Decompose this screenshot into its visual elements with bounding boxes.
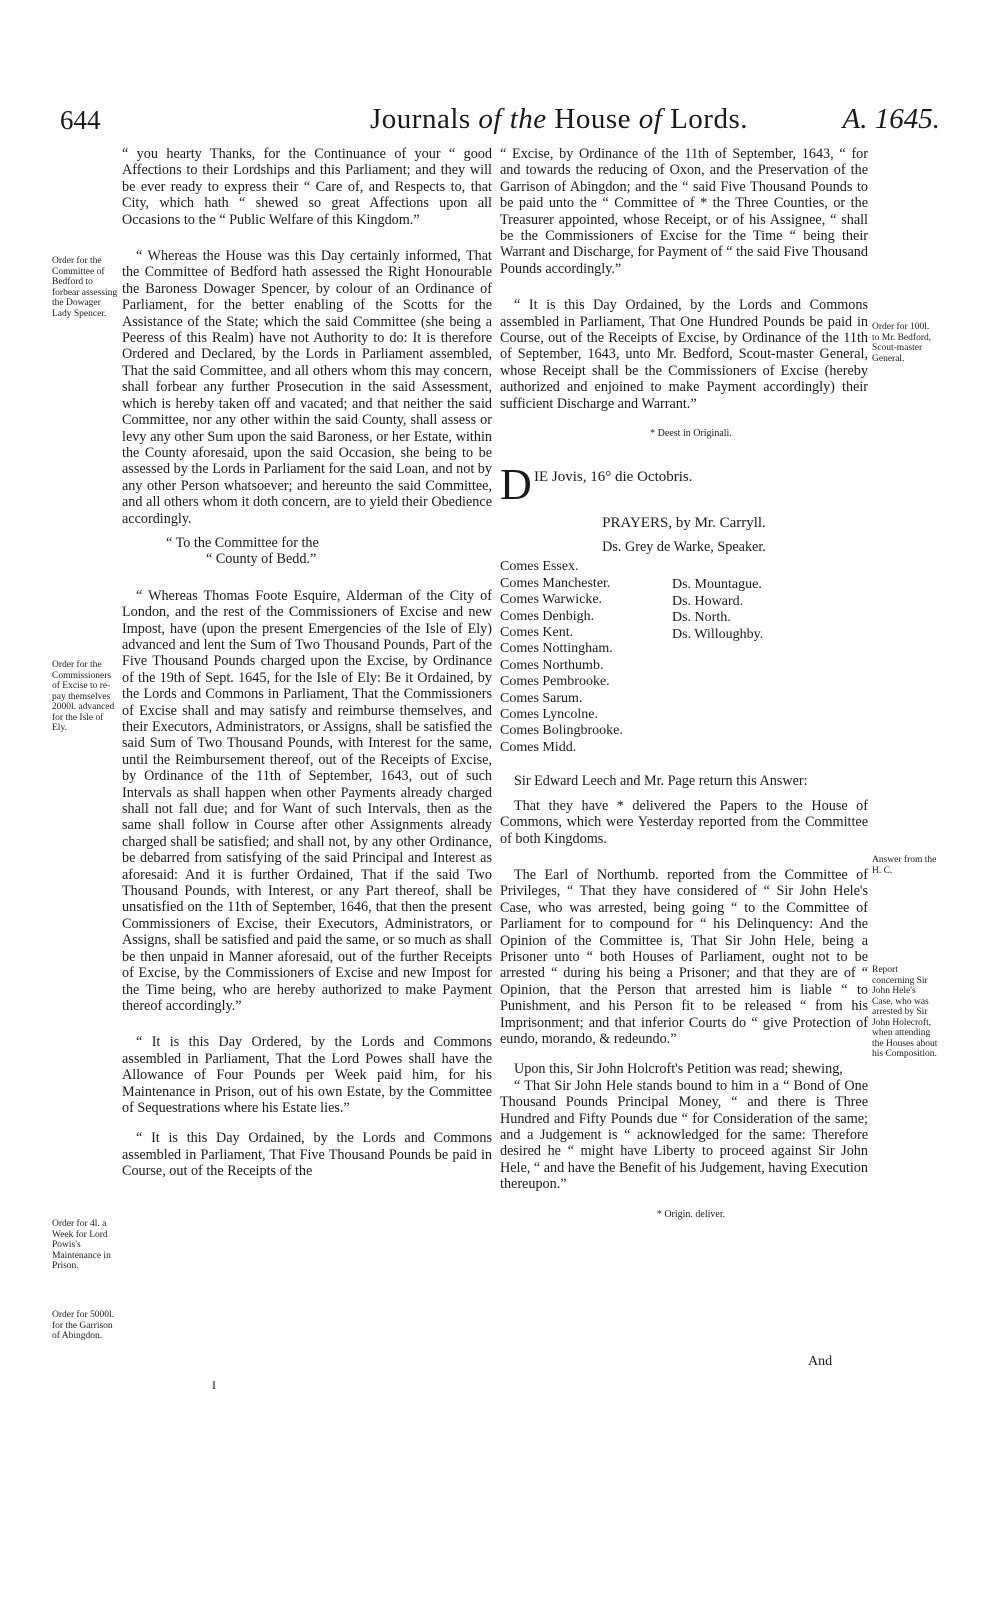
drop-cap: D xyxy=(500,459,532,509)
attendee-name: Comes Midd. xyxy=(500,739,577,755)
paragraph: “ It is this Day Ordered, by the Lords and Commons assembled in Parliament, That the Lord Powes shall have the Allowance of Four Pounds per Week paid him, for his Maintenance in Prison, out of his own Estate, by the Committee of Sequestrations where his Estate lies.” xyxy=(122,1034,492,1116)
paragraph: “ That Sir John Hele stands bound to him in a “ Bond of One Thousand Pounds Principal Money, “ and there is Three Hundred and Fifty Pounds due “ for Consideration of the same; and a Judgement is “ acknowledged for the same: Therefore desired he “ might have Liberty to proceed against Sir John Hele, “ and have the Benefit of his Judgement, having Execution thereupon.” xyxy=(500,1077,868,1193)
speaker-line: Ds. Grey de Warke, Speaker. xyxy=(602,538,766,555)
year-heading: A. 1645. xyxy=(842,103,940,135)
footnote: * Origin. deliver. xyxy=(656,1208,726,1220)
left-column xyxy=(122,146,492,1180)
attendance-barons xyxy=(672,577,763,643)
margin-note: Order for the Commissioners of Excise to re-pay themselves 2000l. advanced for the Isle of Ely. xyxy=(52,660,115,733)
page-number: 644 xyxy=(60,105,101,135)
address-line: “ County of Bedd.” xyxy=(206,551,317,568)
attendance-list xyxy=(500,559,868,759)
date-heading xyxy=(500,459,868,509)
margin-note: Order for 4l. a Week for Lord Powis's Maintenance in Prison. xyxy=(52,1219,111,1271)
title-word: of xyxy=(478,103,502,135)
margin-note: Answer from the H. C. xyxy=(872,855,937,876)
paragraph: “ Whereas Thomas Foote Esquire, Alderman of the City of London, and the rest of the Commissioners of Excise and new Impost, have (upon the present Emergencies of the Isle of Ely) advanced and lent the Sum of Two Thousand Pounds, Part of the Five Thousand Pounds charged upon the Excise, by Ordinance of the 19th of Sept. 1645, for the Isle of Ely: Be it Ordained, by the Lords and Commons in Parliament, That the Commissioners of Excise shall and may satisfy and reimburse themselves, and their Executors, Administrators, or Assigns, shall be satisfied the said Sum of Two Thousand Pounds, with Interest for the same, until the Reimbursement thereof, out of the Receipts of Excise, by Ordinance of the 11th of September, 1643, out of such Intervals as shall happen when other Payments already charged shall not fall due; and for Want of such Intervals, then as the same shall follow in Course after other Assignments already charged shall be satisfied; and shall not, by any other Ordinance, be debarred from satisfying of the said Principal and Interest as aforesaid: And it is further Ordained, That if the said Two Thousand Pounds, with Interest, or any Part thereof, shall be unsatisfied on the 11th of September, 1646, that then the present Commissioners of Excise, their Executors, Administrators, or Assigns, shall be satisfied and paid the same, or so much as shall be then unpaid in Manner aforesaid, out of the further Receipts of Excise, by the Commissioners of Excise and new Impost for the Time being, who are hereby authorized to make Payment thereof accordingly.” xyxy=(122,587,492,1014)
catchword: And xyxy=(808,1354,833,1369)
margin-note: Order for the Committee of Bedford to forbear assessing the Dowager Lady Spencer. xyxy=(52,256,118,319)
attendee-name: Ds. Mountague. xyxy=(672,577,762,593)
signature-mark: I xyxy=(212,1378,216,1392)
title-word: the xyxy=(509,103,547,135)
running-title xyxy=(370,103,748,136)
attendee-name: Comes Denbigh. xyxy=(500,608,595,624)
right-column xyxy=(500,146,868,1223)
attendee-name: Comes Bolingbrooke. xyxy=(500,723,623,739)
page-header xyxy=(60,95,940,145)
attendee-name: Ds. North. xyxy=(672,610,731,626)
attendee-name: Comes Manchester. xyxy=(500,575,611,591)
address-line: “ To the Committee for the xyxy=(166,534,319,551)
paragraph: “ Whereas the House was this Day certainly informed, That the Committee of Bedford hath assessed the Right Honourable the Baroness Dowager Spencer, by colour of an Ordinance of Parliament, for the better enabling of the Scotts for the Assistance of the State; which the said Committee (she being a Peeress of this Realm) have not Authority to do: It is therefore Ordered and Declared, by the Lords in Parliament assembled, That the said Committee, and all others whom this may concern, shall forbear any further Prosecution in the said Assessment, which is hereby taken off and vacated; and that neither the said Committee, nor any other within the said County, shall assess or levy any other Sum upon the said Baroness, or her Estate, within the County aforesaid, upon the said Occasion, she being to be assessed by the Lords in Parliament for the said Loan, and not by any other Person whatsoever; and hereunto the said Committee, and all others whom it doth concern, are to yield their Obedience accordingly. xyxy=(122,248,492,527)
date-line: IE Jovis, 16° die Octobris. xyxy=(534,468,693,485)
paragraph: Upon this, Sir John Holcroft's Petition was read; shewing, xyxy=(514,1061,843,1078)
attendee-name: Ds. Howard. xyxy=(672,593,744,609)
attendance-earls xyxy=(500,559,623,756)
paragraph: That they have * delivered the Papers to the House of Commons, which were Yesterday reported from the Committee of both Kingdoms. xyxy=(500,797,868,847)
paragraph: The Earl of Northumb. reported from the Committee of Privileges, “ That they have considered of “ Sir John Hele's Case, who was arrested, being going “ to the Committee of Parliament for to compound for “ his Delinquency: And the Opinion of the Committee is, That Sir John Hele, being a Prisoner unto “ both Houses of Parliament, ought not to be arrested “ during his being a Prisoner; and that they are of “ Opinion, that the Person that arrested him is liable “ to Punishment, and his Person fit to be released “ from his Imprisonment; and that inferior Courts do “ give Protection of eundo, morando, & redeundo.” xyxy=(500,866,868,1047)
attendee-name: Comes Nottingham. xyxy=(500,641,613,657)
title-word: Journals xyxy=(370,103,471,135)
attendee-name: Comes Pembrooke. xyxy=(500,674,610,690)
margin-note: Order for 100l. to Mr. Bedford, Scout-master General. xyxy=(872,322,932,364)
footnote: * Deest in Originali. xyxy=(650,428,732,440)
paragraph: “ It is this Day Ordained, by the Lords and Commons assembled in Parliament, That One Hundred Pounds be paid in Course, out of the Receipts of Excise, by Ordinance of the 11th of September, 1643, unto Mr. Bedford, Scout-master General, whose Receipt shall be the Commissioners of Excise (hereby authorized and enjoined to make Payment accordingly) their sufficient Discharge and Warrant.” xyxy=(500,297,868,412)
paragraph: “ you hearty Thanks, for the Continuance of your “ good Affections to their Lordships and this Parliament; and they will be ever ready to express their “ Care of, and Respects to, that City, which hath “ shewed so great Affections upon all Occasions to the “ Public Welfare of this Kingdom.” xyxy=(122,146,492,228)
attendee-name: Comes Warwicke. xyxy=(500,592,603,608)
paragraph: “ Excise, by Ordinance of the 11th of September, 1643, “ for and towards the reducing of Oxon, and the Preservation of the Garrison of Abingdon; and the “ said Five Thousand Pounds to be paid unto the “ Committee of * the Three Counties, or the Treasurer appointed, whose Receipt, or of his Assignee, “ shall be the Commissioners of Excise for the Time “ being their Warrant and Discharge, for Payment of “ the said Five Thousand Pounds accordingly.” xyxy=(500,146,868,277)
paragraph: Sir Edward Leech and Mr. Page return this Answer: xyxy=(514,773,808,790)
title-word: Lords. xyxy=(670,103,749,135)
attendee-name: Comes Sarum. xyxy=(500,690,583,706)
title-word: of xyxy=(638,103,663,135)
margin-note: Order for 5000l. for the Garrison of Abingdon. xyxy=(52,1310,114,1341)
attendee-name: Comes Kent. xyxy=(500,624,574,640)
margin-note: Report concerning Sir John Hele's Case, who was arrested by Sir John Holecroft, when attending the Houses about his Composition. xyxy=(872,965,938,1059)
attendee-name: Ds. Willoughby. xyxy=(672,626,764,642)
title-word: House xyxy=(554,103,632,135)
paragraph: “ It is this Day Ordained, by the Lords and Commons assembled in Parliament, That Five Thousand Pounds be paid in Course, out of the Receipts of the xyxy=(122,1130,492,1180)
attendee-name: Comes Essex. xyxy=(500,559,579,575)
attendee-name: Comes Northumb. xyxy=(500,657,604,673)
prayers-line: PRAYERS, by Mr. Carryll. xyxy=(602,514,766,531)
attendee-name: Comes Lyncolne. xyxy=(500,706,598,722)
